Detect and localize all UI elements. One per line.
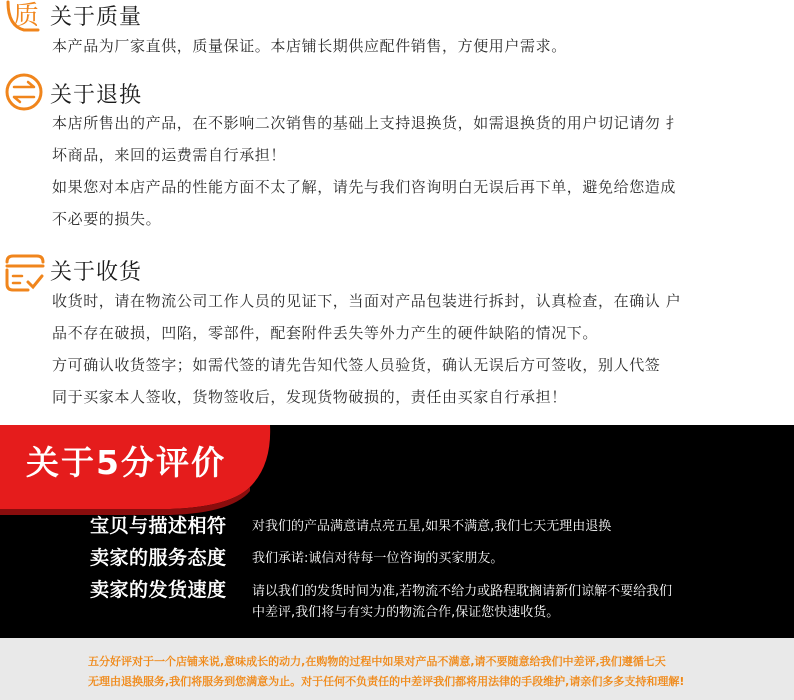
exchange-line-4: 不必要的损失。 (52, 210, 162, 228)
rating-row-text-service: 我们承诺:诚信对待每一位咨询的买家朋友。 (252, 551, 504, 566)
quality-title: 关于质量 (50, 5, 143, 30)
rating-row-label-shipping: 卖家的发货速度 (90, 579, 227, 601)
exchange-line-3: 如果您对本店产品的性能方面不太了解，请先与我们咨询明白无误后再下单，避免给您造成 (52, 178, 677, 196)
rating-title: 关于5分评价 (26, 443, 226, 482)
rating-row-label-description: 宝贝与描述相符 (90, 515, 227, 537)
rating-row-text-shipping-2: 中差评,我们将与有实力的物流合作,保证您快速收货。 (252, 605, 560, 620)
receive-section (0, 250, 794, 410)
exchange-line-1: 本店所售出的产品，在不影响二次销售的基础上支持退换货，如需退换货的用户切记请勿 扌 (52, 114, 682, 132)
receive-line-2: 品不存在破损，凹陷，零部件，配套附件丢失等外力产生的硬件缺陷的情况下。 (52, 324, 599, 342)
rating-row-label-service: 卖家的服务态度 (90, 547, 227, 569)
exchange-line-2: 坏商品，来回的运费需自行承担！ (52, 146, 287, 164)
zhi-character-icon (4, 0, 46, 40)
review-note-line-2: 无理由退换服务,我们将服务到您满意为止。对于任何不负责任的中差评我们都将用法律的手段维护,请亲们多多支持和理解! (88, 675, 685, 688)
quality-section (0, 0, 794, 62)
exchange-title: 关于退换 (50, 83, 143, 108)
rating-row-text-shipping-1: 请以我们的发货时间为准,若物流不给力或路程耽搁请新们谅解不要给我们 (252, 584, 673, 599)
receive-line-1: 收货时，请在物流公司工作人员的见证下，当面对产品包装进行拆封，认真检查，在确认 户 (52, 292, 682, 310)
review-note-line-1: 五分好评对于一个店铺来说,意味成长的动力,在购物的过程中如果对产品不满意,请不要随意给我们中差评,我们遵循七天 (88, 655, 666, 668)
svg-text:质: 质 (12, 1, 40, 31)
receive-line-3: 方可确认收货签字；如需代签的请先告知代签人员验货，确认无误后方可签收，别人代签 (52, 356, 661, 374)
rating-row-text-description: 对我们的产品满意请点亮五星,如果不满意,我们七天无理由退换 (252, 519, 612, 534)
quality-line: 本产品为厂家直供，质量保证。本店铺长期供应配件销售，方便用户需求。 (52, 37, 567, 55)
receive-title: 关于收货 (50, 260, 143, 285)
review-note (0, 638, 794, 700)
receive-line-4: 同于买家本人签收，货物签收后，发现货物破损的，责任由买家自行承担！ (52, 388, 567, 406)
exchange-section (0, 70, 794, 230)
delivery-box-icon (4, 252, 46, 292)
five-star-rating-panel (0, 425, 794, 638)
exchange-arrows-icon (4, 72, 46, 112)
